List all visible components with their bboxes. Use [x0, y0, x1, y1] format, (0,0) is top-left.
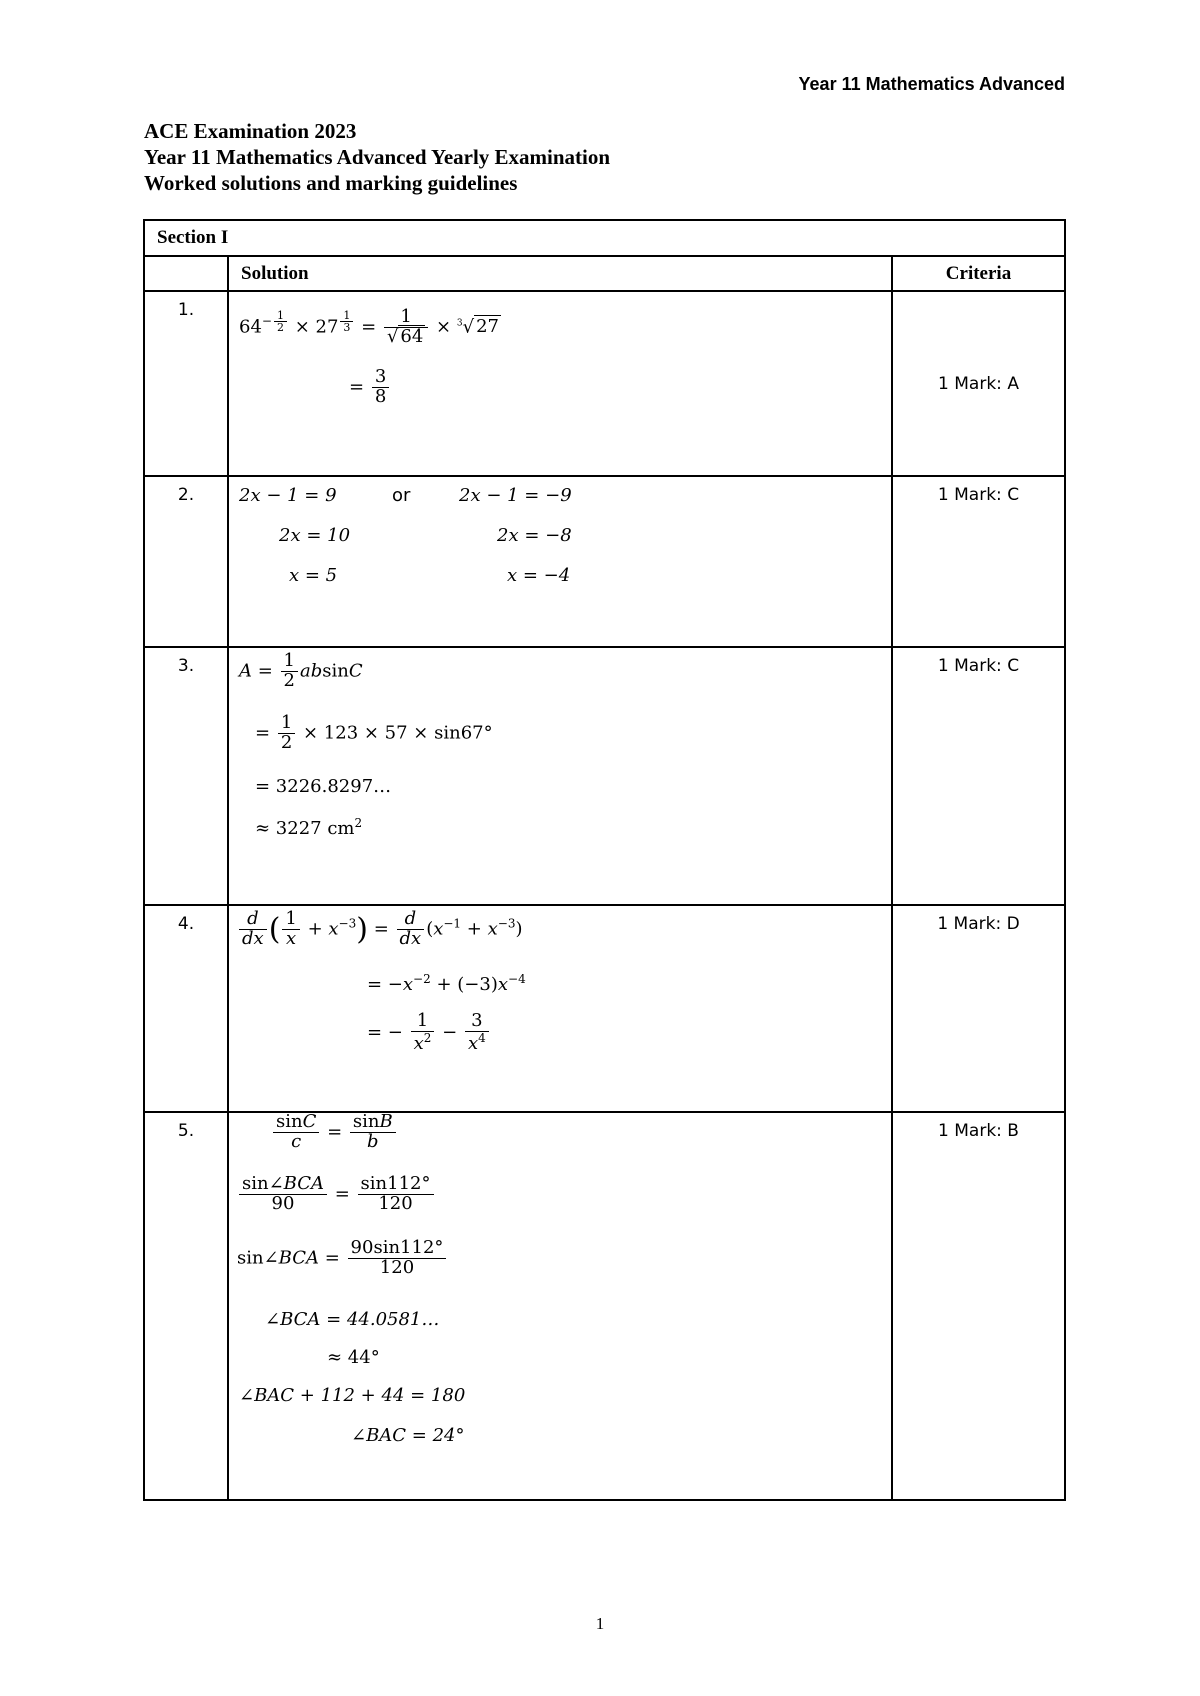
q2-or-label: or [392, 485, 411, 506]
title-line-2: Year 11 Mathematics Advanced Yearly Examination [144, 145, 611, 169]
q2-line-2a: 2x = 10 [279, 525, 351, 546]
q1-equation-line-2: = $\frac{3}{8}$ [349, 368, 391, 407]
mark-label: 1 Mark: A [938, 374, 1019, 394]
mark-label: 1 Mark: C [937, 656, 1020, 676]
q3-line-3: = 3226.8297… [255, 776, 392, 797]
solution-cell [228, 291, 892, 476]
header-blank-cell [144, 256, 228, 291]
q3-line-2: = $\frac{1}{2}$ × 123 × 57 × sin67° [255, 712, 493, 753]
question-number: 4. [144, 905, 228, 1112]
q5-line-2: $\frac{\text{sin∠BCA}}{90}$ = $\frac{\sin 112^\circ}{120}$ [237, 1175, 436, 1214]
q4-line-3: = − $\frac{1}{x^2}$ − $\frac{3}{x^4}$ [367, 1012, 491, 1054]
mark-label: 1 Mark: C [937, 485, 1020, 505]
question-number: 2. [144, 476, 228, 647]
question-number: 5. [144, 1112, 228, 1500]
q5-line-7: ∠BAC = 24° [351, 1425, 465, 1446]
solutions-table [143, 219, 1066, 1501]
solution-cell [228, 905, 892, 1112]
q5-line-3: sin∠BCA = $\frac{90\sin 112^\circ}{120}$ [237, 1239, 448, 1278]
table-row [144, 476, 1065, 647]
q2-line-1a: 2x − 1 = 9 [239, 485, 337, 506]
running-header: Year 11 Mathematics Advanced [798, 74, 1065, 94]
table-row [144, 905, 1065, 1112]
q5-line-6: ∠BAC + 112 + 44 = 180 [239, 1385, 466, 1406]
q2-line-2b: 2x = −8 [497, 525, 572, 546]
q3-line-4 [255, 816, 362, 839]
document-titles [144, 118, 610, 196]
solution-cell [228, 476, 892, 647]
q3-area-unit-exponent: 2 [354, 816, 363, 830]
criteria-cell [892, 905, 1065, 1112]
q2-line-3b: x = −4 [507, 565, 571, 586]
q5-line-1: $\frac{\sin C}{c}$ = $\frac{\sin B}{b}$ [271, 1113, 398, 1152]
criteria-cell [892, 291, 1065, 476]
solution-column-header: Solution [228, 256, 892, 291]
q5-line-4: ∠BCA = 44.0581… [265, 1309, 440, 1330]
criteria-cell [892, 1112, 1065, 1500]
criteria-cell [892, 476, 1065, 647]
q5-line-5: ≈ 44° [327, 1347, 380, 1368]
mark-label: 1 Mark: D [937, 914, 1020, 934]
mark-label: 1 Mark: B [938, 1121, 1019, 1141]
table-row [144, 647, 1065, 905]
section-label: Section I [144, 220, 1065, 256]
criteria-cell [892, 647, 1065, 905]
q4-line-1: $\frac{d}{dx}$ ( $\frac{1}{x}$ + $x^{-3}$) = $\frac{d}{dx}$ $(x^{-1} + x^{-3})$ [237, 910, 523, 949]
title-line-3: Worked solutions and marking guidelines [144, 171, 518, 195]
question-number: 3. [144, 647, 228, 905]
table-row [144, 1112, 1065, 1500]
q2-line-1b: 2x − 1 = −9 [459, 485, 572, 506]
q4-line-2: = $-x^{-2} + (-3)x^{-4}$ [367, 972, 526, 995]
title-line-1: ACE Examination 2023 [144, 119, 357, 143]
q3-area-value: ≈ 3227 cm [255, 818, 355, 839]
q2-line-3a: x = 5 [289, 565, 338, 586]
page-number: 1 [595, 1614, 605, 1633]
solution-cell [228, 1112, 892, 1500]
table-row [144, 291, 1065, 476]
q1-equation-line-1: $64^{- \frac{1}{2}}$ × 27 $^{\frac{1}{3}}$ = $\frac{1}{√ 64}$ × $^3$√ 27 [239, 306, 499, 347]
question-number: 1. [144, 291, 228, 476]
criteria-column-header: Criteria [892, 256, 1065, 291]
q3-line-1: A = $\frac{1}{2}$ absinC [239, 650, 363, 691]
solution-cell [228, 647, 892, 905]
